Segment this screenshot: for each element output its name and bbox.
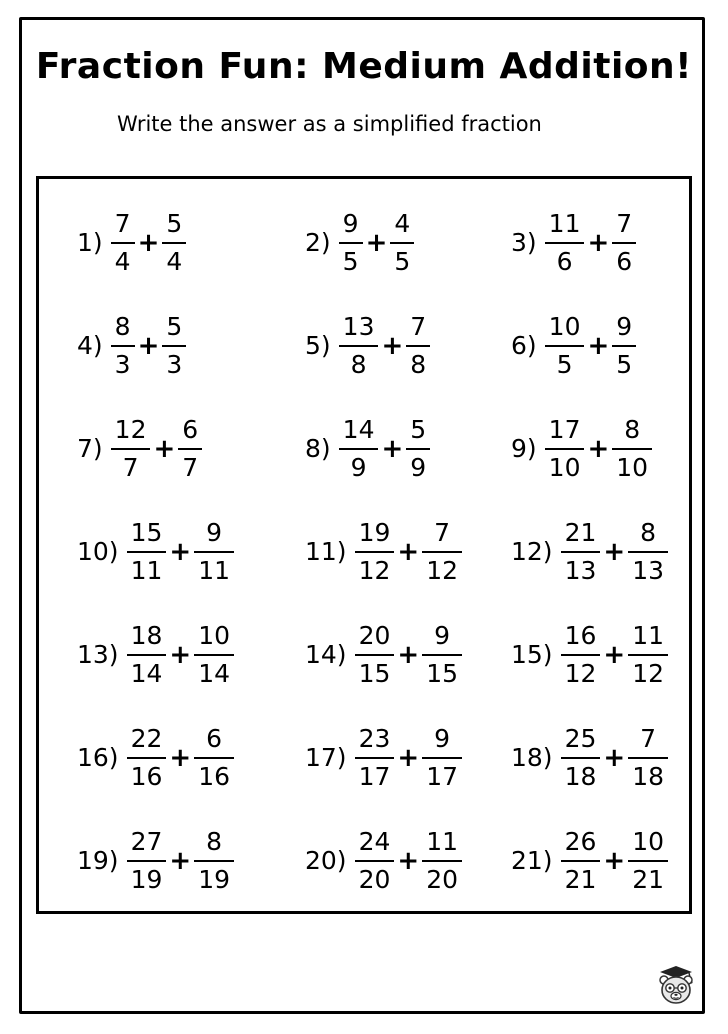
- numerator: 5: [166, 208, 183, 238]
- problem-item: [481, 809, 689, 912]
- denominator: 6: [616, 246, 633, 276]
- plus-sign: +: [587, 330, 610, 361]
- numerator: 11: [426, 826, 458, 856]
- fraction-a: [127, 621, 167, 689]
- denominator: 14: [130, 658, 163, 688]
- numerator: 11: [548, 208, 581, 238]
- denominator: 5: [394, 246, 411, 276]
- denominator: 7: [122, 452, 139, 482]
- plus-sign: +: [153, 433, 176, 464]
- fraction-b: [194, 827, 234, 895]
- fraction-b: [422, 724, 462, 792]
- problem-number: 21): [511, 846, 553, 875]
- graduate-bear-icon: [656, 964, 696, 1006]
- denominator: 10: [548, 452, 581, 482]
- instructions: Write the answer as a simplified fraction: [117, 112, 542, 136]
- numerator: 7: [640, 723, 657, 753]
- denominator: 20: [358, 864, 391, 894]
- problem-item: [481, 191, 689, 294]
- denominator: 18: [564, 761, 597, 791]
- denominator: 5: [556, 349, 573, 379]
- numerator: 6: [182, 414, 199, 444]
- plus-sign: +: [169, 845, 192, 876]
- denominator: 15: [358, 658, 391, 688]
- problem-number: 8): [305, 434, 331, 463]
- fraction-a: [127, 724, 167, 792]
- fraction-bar: [178, 448, 202, 450]
- fraction-bar: [612, 242, 636, 244]
- denominator: 16: [130, 761, 163, 791]
- problem-item: [39, 500, 271, 603]
- problem-item: [271, 294, 481, 397]
- problem-number: 2): [305, 228, 331, 257]
- fraction-bar: [422, 757, 462, 759]
- plus-sign: +: [169, 639, 192, 670]
- problem-item: [271, 706, 481, 809]
- fraction-bar: [561, 551, 601, 553]
- fraction-b: [178, 415, 202, 483]
- numerator: 6: [206, 723, 223, 753]
- problem-number: 14): [305, 640, 347, 669]
- fraction-a: [561, 724, 601, 792]
- problem-item: [271, 397, 481, 500]
- fraction-b: [162, 312, 186, 380]
- numerator: 16: [564, 620, 597, 650]
- fraction-b: [406, 415, 430, 483]
- fraction-a: [545, 312, 585, 380]
- problem-number: 1): [77, 228, 103, 257]
- denominator: 16: [198, 761, 230, 791]
- plus-sign: +: [603, 536, 626, 567]
- fraction-a: [561, 621, 601, 689]
- denominator: 8: [350, 349, 367, 379]
- fraction-bar: [355, 860, 395, 862]
- problem-number: 5): [305, 331, 331, 360]
- numerator: 17: [548, 414, 581, 444]
- denominator: 3: [114, 349, 131, 379]
- numerator: 21: [564, 517, 597, 547]
- numerator: 4: [394, 208, 411, 238]
- plus-sign: +: [603, 845, 626, 876]
- fraction-bar: [545, 345, 585, 347]
- fraction-a: [339, 415, 379, 483]
- fraction-bar: [355, 551, 395, 553]
- fraction-bar: [628, 860, 668, 862]
- problem-number: 18): [511, 743, 553, 772]
- denominator: 21: [632, 864, 664, 894]
- fraction-bar: [127, 860, 167, 862]
- fraction-bar: [612, 448, 652, 450]
- numerator: 27: [130, 826, 163, 856]
- fraction-a: [355, 724, 395, 792]
- fraction-bar: [162, 242, 186, 244]
- fraction-a: [339, 209, 363, 277]
- fraction-bar: [355, 654, 395, 656]
- fraction-a: [127, 827, 167, 895]
- problem-item: [271, 603, 481, 706]
- fraction-b: [162, 209, 186, 277]
- denominator: 21: [564, 864, 597, 894]
- fraction-bar: [339, 242, 363, 244]
- numerator: 22: [130, 723, 163, 753]
- fraction-bar: [127, 551, 167, 553]
- numerator: 25: [564, 723, 597, 753]
- fraction-b: [422, 621, 462, 689]
- fraction-b: [194, 518, 234, 586]
- denominator: 5: [342, 246, 359, 276]
- problem-item: [481, 603, 689, 706]
- problem-item: [481, 500, 689, 603]
- problem-number: 6): [511, 331, 537, 360]
- fraction-a: [355, 621, 395, 689]
- denominator: 17: [358, 761, 391, 791]
- fraction-b: [628, 621, 668, 689]
- fraction-bar: [422, 860, 462, 862]
- fraction-bar: [194, 551, 234, 553]
- plus-sign: +: [365, 227, 388, 258]
- fraction-b: [194, 621, 234, 689]
- problem-number: 11): [305, 537, 347, 566]
- numerator: 8: [624, 414, 641, 444]
- fraction-bar: [612, 345, 636, 347]
- fraction-b: [422, 518, 462, 586]
- numerator: 7: [114, 208, 131, 238]
- plus-sign: +: [381, 330, 404, 361]
- plus-sign: +: [169, 536, 192, 567]
- problem-grid: [39, 191, 689, 912]
- problem-number: 15): [511, 640, 553, 669]
- denominator: 5: [616, 349, 633, 379]
- denominator: 18: [632, 761, 664, 791]
- problem-item: [481, 397, 689, 500]
- numerator: 26: [564, 826, 597, 856]
- fraction-bar: [127, 757, 167, 759]
- denominator: 4: [114, 246, 131, 276]
- fraction-bar: [561, 860, 601, 862]
- numerator: 20: [358, 620, 391, 650]
- plus-sign: +: [587, 433, 610, 464]
- fraction-bar: [194, 757, 234, 759]
- fraction-b: [628, 518, 668, 586]
- fraction-a: [355, 827, 395, 895]
- numerator: 24: [358, 826, 391, 856]
- fraction-bar: [545, 242, 585, 244]
- denominator: 17: [426, 761, 458, 791]
- fraction-a: [339, 312, 379, 380]
- numerator: 5: [166, 311, 183, 341]
- problem-number: 20): [305, 846, 347, 875]
- plus-sign: +: [397, 742, 420, 773]
- problem-number: 7): [77, 434, 103, 463]
- denominator: 19: [130, 864, 163, 894]
- fraction-bar: [628, 757, 668, 759]
- fraction-bar: [390, 242, 414, 244]
- denominator: 11: [130, 555, 163, 585]
- numerator: 10: [632, 826, 664, 856]
- numerator: 7: [410, 311, 427, 341]
- problem-number: 12): [511, 537, 553, 566]
- denominator: 11: [198, 555, 230, 585]
- fraction-a: [111, 209, 135, 277]
- denominator: 3: [166, 349, 183, 379]
- fraction-bar: [628, 654, 668, 656]
- numerator: 10: [198, 620, 230, 650]
- denominator: 12: [632, 658, 664, 688]
- fraction-bar: [545, 448, 585, 450]
- fraction-bar: [406, 345, 430, 347]
- problem-item: [271, 191, 481, 294]
- denominator: 13: [564, 555, 597, 585]
- fraction-b: [612, 209, 636, 277]
- numerator: 12: [114, 414, 147, 444]
- numerator: 9: [434, 723, 451, 753]
- plus-sign: +: [397, 536, 420, 567]
- fraction-bar: [422, 654, 462, 656]
- fraction-b: [612, 312, 636, 380]
- problem-item: [39, 706, 271, 809]
- fraction-a: [545, 209, 585, 277]
- fraction-bar: [561, 654, 601, 656]
- problem-number: 19): [77, 846, 119, 875]
- problem-number: 4): [77, 331, 103, 360]
- fraction-bar: [194, 860, 234, 862]
- fraction-a: [561, 518, 601, 586]
- fraction-bar: [111, 345, 135, 347]
- denominator: 14: [198, 658, 230, 688]
- fraction-bar: [339, 345, 379, 347]
- fraction-bar: [111, 448, 151, 450]
- numerator: 5: [410, 414, 427, 444]
- numerator: 18: [130, 620, 163, 650]
- problem-number: 17): [305, 743, 347, 772]
- denominator: 12: [358, 555, 391, 585]
- denominator: 7: [182, 452, 199, 482]
- fraction-bar: [194, 654, 234, 656]
- fraction-b: [406, 312, 430, 380]
- denominator: 13: [632, 555, 664, 585]
- denominator: 9: [410, 452, 427, 482]
- fraction-b: [390, 209, 414, 277]
- problem-item: [271, 500, 481, 603]
- plus-sign: +: [603, 742, 626, 773]
- plus-sign: +: [137, 330, 160, 361]
- numerator: 8: [206, 826, 223, 856]
- problem-number: 16): [77, 743, 119, 772]
- fraction-a: [127, 518, 167, 586]
- problem-item: [481, 706, 689, 809]
- numerator: 15: [130, 517, 163, 547]
- denominator: 8: [410, 349, 427, 379]
- problem-box: [36, 176, 692, 914]
- numerator: 14: [342, 414, 375, 444]
- fraction-b: [422, 827, 462, 895]
- denominator: 6: [556, 246, 573, 276]
- denominator: 12: [426, 555, 458, 585]
- plus-sign: +: [169, 742, 192, 773]
- denominator: 20: [426, 864, 458, 894]
- numerator: 9: [206, 517, 223, 547]
- problem-item: [39, 294, 271, 397]
- problem-number: 13): [77, 640, 119, 669]
- problem-item: [271, 809, 481, 912]
- fraction-bar: [355, 757, 395, 759]
- numerator: 19: [358, 517, 391, 547]
- fraction-b: [612, 415, 652, 483]
- fraction-a: [561, 827, 601, 895]
- numerator: 8: [640, 517, 657, 547]
- fraction-bar: [561, 757, 601, 759]
- numerator: 13: [342, 311, 375, 341]
- numerator: 7: [434, 517, 451, 547]
- problem-item: [39, 191, 271, 294]
- plus-sign: +: [397, 845, 420, 876]
- fraction-bar: [422, 551, 462, 553]
- numerator: 10: [548, 311, 581, 341]
- problem-item: [39, 397, 271, 500]
- numerator: 11: [632, 620, 664, 650]
- page-title: Fraction Fun: Medium Addition!: [35, 46, 693, 87]
- problem-item: [481, 294, 689, 397]
- numerator: 9: [616, 311, 633, 341]
- problem-item: [39, 809, 271, 912]
- fraction-b: [628, 724, 668, 792]
- plus-sign: +: [381, 433, 404, 464]
- fraction-b: [628, 827, 668, 895]
- fraction-bar: [162, 345, 186, 347]
- denominator: 12: [564, 658, 597, 688]
- fraction-a: [545, 415, 585, 483]
- fraction-a: [355, 518, 395, 586]
- numerator: 9: [434, 620, 451, 650]
- plus-sign: +: [587, 227, 610, 258]
- plus-sign: +: [137, 227, 160, 258]
- problem-number: 10): [77, 537, 119, 566]
- numerator: 7: [616, 208, 633, 238]
- fraction-bar: [339, 448, 379, 450]
- problem-number: 9): [511, 434, 537, 463]
- problem-number: 3): [511, 228, 537, 257]
- problem-item: [39, 603, 271, 706]
- plus-sign: +: [603, 639, 626, 670]
- numerator: 23: [358, 723, 391, 753]
- denominator: 19: [198, 864, 230, 894]
- numerator: 8: [114, 311, 131, 341]
- fraction-b: [194, 724, 234, 792]
- fraction-a: [111, 312, 135, 380]
- plus-sign: +: [397, 639, 420, 670]
- fraction-a: [111, 415, 151, 483]
- fraction-bar: [127, 654, 167, 656]
- denominator: 15: [426, 658, 458, 688]
- denominator: 9: [350, 452, 367, 482]
- fraction-bar: [628, 551, 668, 553]
- denominator: 10: [616, 452, 649, 482]
- fraction-bar: [406, 448, 430, 450]
- numerator: 9: [342, 208, 359, 238]
- denominator: 4: [166, 246, 183, 276]
- fraction-bar: [111, 242, 135, 244]
